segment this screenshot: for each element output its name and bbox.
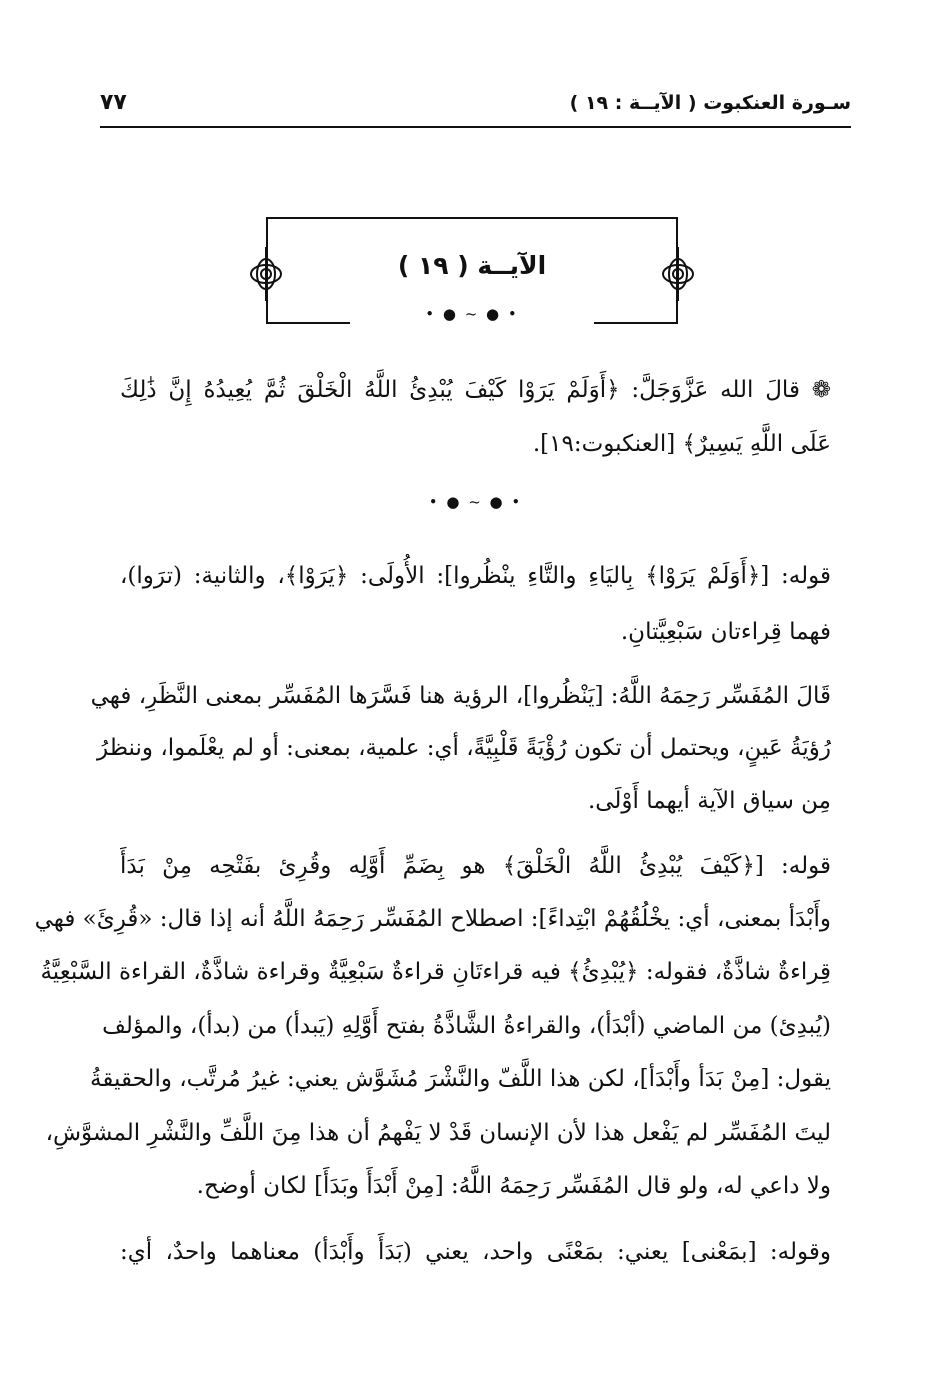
verse-line: ❁ قالَ الله عَزَّوَجَلَّ: ﴿أَوَلَمْ يَرَوْا كَيْفَ يُبْدِئُ اللَّهُ الْخَلْقَ ثُمَّ يُعِيدُهُ إِنَّ ذَٰلِكَ	[120, 377, 831, 403]
paragraph-line: قوله: [﴿أَوَلَمْ يَرَوْا﴾ بِاليَاءِ والتَّاءِ ينْظُروا]: الأُولَى: ﴿يَرَوْا﴾، والثانية: (ترَوا)،	[120, 563, 831, 589]
paragraph-line: يقول: [مِنْ بَدَأ وأَبْدَأ]، لكن هذا اللَّفّ والنَّشْرَ مُشَوَّش يعني: غيرُ مُرتَّب، والحقيقةُ	[90, 1066, 831, 1092]
paragraph-line: قوله: [﴿كَيْفَ يُبْدِئُ اللَّهُ الْخَلْقَ﴾ هو بِضَمِّ أَوَّلِه وقُرِئ بفَتْحِه مِنْ بَدَأَ	[120, 853, 831, 879]
paragraph-line: قَالَ المُفَسِّر رَحِمَهُ اللَّهُ: [يَنْظُروا]، الرؤية هنا فَسَّرَها المُفَسِّر بمعنى النَّظَرِ، فهي	[90, 683, 831, 709]
page-number: ٧٧	[100, 90, 127, 115]
header-title: سـورة العنكبوت ( الآيــة : ١٩ )	[569, 92, 851, 114]
running-header	[100, 92, 851, 128]
paragraph-line: قِراءةٌ شاذَّةٌ، فقوله: ﴿يُبْدِئُ﴾ فيه قراءتَانِ قراءةٌ سَبْعِيَّةٌ وقراءة شاذَّةٌ، القراءة السَّبْعِيَّةُ	[40, 959, 831, 985]
paragraph-line: وأَبْدَأ بمعنى، أي: يخْلُقُهُمْ ابْتِداءً]: اصطلاح المُفَسِّر رَحِمَهُ اللَّهُ أنه إذا قال: «قُرِئَ» فهي	[34, 906, 831, 932]
verse-line: عَلَى اللَّهِ يَسِيرٌ﴾ [العنكبوت:١٩].	[532, 431, 831, 457]
section-separator: • ● ~ ● •	[428, 493, 523, 511]
ayah-heading-title: الآيــة ( ١٩ )	[397, 251, 547, 280]
heading-ornament: • ● ~ ● •	[425, 305, 519, 323]
ayah-heading-frame	[266, 217, 678, 324]
paragraph-line: مِن سياق الآية أيهما أَوْلَى.	[587, 788, 831, 814]
paragraph-line: (يُبدِئ) من الماضي (أبْدَأ)، والقراءةُ الشَّاذَّةُ بفتح أَوَّلِهِ (يَبدأ) من (بدأ)، والمؤلف	[102, 1013, 831, 1039]
paragraph-line: ولا داعي له، ولو قال المُفَسِّر رَحِمَهُ اللَّهُ: [مِنْ أَبْدَأَ وبَدَأَ] لكان أوضح.	[196, 1173, 831, 1199]
paragraph-line: ليتَ المُفَسِّر لم يَفْعل هذا لأن الإنسان قَدْ لا يَفْهمُ أن هذا مِنَ اللَّفِّ والنَّشْرِ المشوَّشِ،	[45, 1120, 831, 1146]
paragraph-line: فهما قِراءتان سَبْعِيَّتانِ.	[620, 619, 831, 645]
paragraph-line: رُؤيَةُ عَينٍ، ويحتمل أن تكون رُؤْيَةً قَلْبِيَّةً، أي: علمية، بمعنى: أو لم يعْلَموا، وننظرُ	[97, 735, 831, 761]
frame-top-border	[266, 217, 678, 219]
paragraph-line: وقوله: [بمَعْنى] يعني: بمَعْنًى واحد، يعني (بَدَأَ وأَبْدَأ) معناهما واحدٌ، أي:	[120, 1239, 831, 1265]
